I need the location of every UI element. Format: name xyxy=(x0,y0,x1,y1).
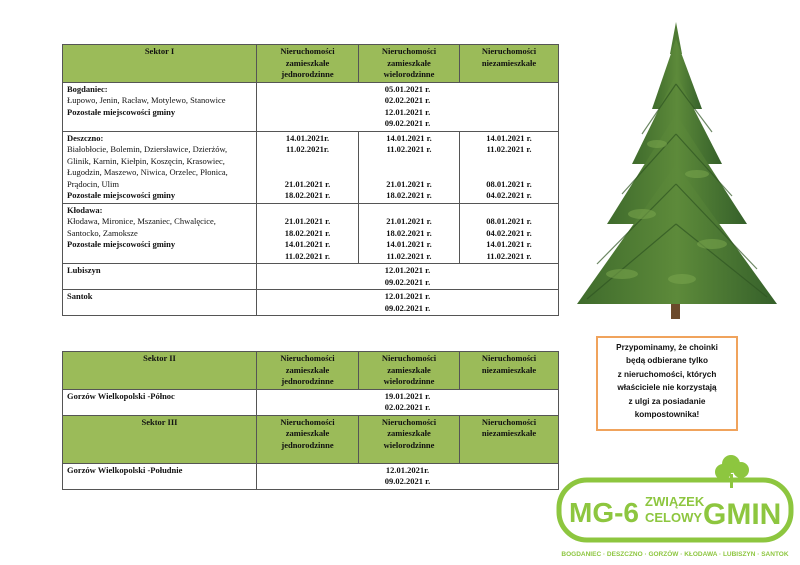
date: 11.02.2021r. xyxy=(286,144,329,154)
header-sector: Sektor III xyxy=(63,415,257,463)
table-row-santok xyxy=(63,290,559,316)
date: 12.01.2021 r. xyxy=(384,291,431,301)
header-single-family: Nieruchomości zamieszkałe jednorodzinne xyxy=(257,352,359,390)
area-title: Kłodawa: xyxy=(67,204,103,215)
date: 21.01.2021 r. xyxy=(284,178,331,189)
table-row-gorzow-north xyxy=(63,389,559,415)
date: 14.01.2021 r. xyxy=(486,132,532,143)
schedule-table-sector-1 xyxy=(62,44,559,316)
area-title: Santok xyxy=(67,291,93,301)
area-cell xyxy=(63,264,257,290)
header-single-family: Nieruchomości zamieszkałe jednorodzinne xyxy=(257,45,359,83)
note-line: właściciele nie korzystają xyxy=(617,383,717,393)
area-villages: Kłodawa, Mironice, Mszaniec, Chwalęcice, xyxy=(67,216,216,226)
area-cell xyxy=(63,463,257,489)
date: 04.02.2021 r. xyxy=(486,190,532,200)
date: 09.02.2021 r. xyxy=(384,302,431,313)
logo-tagline: BOGDANIEC · DESZCZNO · GORZÓW · KŁODAWA · LUBISZYN · SANTOK xyxy=(561,551,789,558)
dates-single-family xyxy=(257,203,359,264)
header-multi-family: Nieruchomości zamieszkałe wielorodzinne xyxy=(359,352,460,390)
table-row-deszczno xyxy=(63,131,559,203)
date: 14.01.2021 r. xyxy=(386,132,432,143)
area-other: Pozostałe miejscowości gminy xyxy=(67,239,176,249)
date: 21.01.2021 r. xyxy=(284,216,331,226)
date: 08.01.2021 r. xyxy=(486,178,532,189)
table-row-gorzow-south xyxy=(63,463,559,489)
logo-celowy: CELOWY xyxy=(645,510,703,525)
area-cell xyxy=(63,290,257,316)
date: 12.01.2021 r. xyxy=(384,265,431,275)
table-row-klodawa xyxy=(63,203,559,264)
dates-multi-family xyxy=(359,203,460,264)
header-multi-family: Nieruchomości zamieszkałe wielorodzinne xyxy=(359,45,460,83)
date: 08.01.2021 r. xyxy=(486,216,532,226)
date: 18.02.2021 r. xyxy=(386,227,432,238)
date: 09.02.2021 r. xyxy=(384,276,431,287)
date: 05.01.2021 r. xyxy=(384,83,431,94)
area-title: Gorzów Wielkopolski -Północ xyxy=(67,390,175,401)
reminder-note xyxy=(596,336,738,431)
dates-non-residential xyxy=(460,203,559,264)
logo-gmin: GMIN xyxy=(703,498,782,531)
date: 21.01.2021 r. xyxy=(386,216,432,226)
dates-cell xyxy=(257,264,559,290)
date: 02.02.2021 r. xyxy=(384,95,431,105)
area-villages: Santocko, Zamoksze xyxy=(67,227,138,238)
date: 14.01.2021 r. xyxy=(486,239,532,249)
christmas-tree-image xyxy=(562,14,790,334)
area-other: Pozostałe miejscowości gminy xyxy=(67,106,176,117)
area-other: Pozostałe miejscowości gminy xyxy=(67,190,176,200)
date: 11.02.2021 r. xyxy=(486,144,532,154)
header-non-residential: Nieruchomości niezamieszkałe xyxy=(460,45,559,83)
table-row-bogdaniec xyxy=(63,82,559,131)
area-title: Lubiszyn xyxy=(67,265,101,275)
note-line: będą odbierane tylko xyxy=(626,356,708,366)
date: 11.02.2021 r. xyxy=(386,144,432,154)
area-villages: Białobłocie, Bolemin, Dziersławice, Dzierżów, Glinik, Karnin, Kiełpin, Koszęcin, Krasowiec, Ługodzin, Maszewo, Niwica, Orzelec, Płonica, Prądocin, Ulim xyxy=(67,144,228,189)
header-sector: Sektor II xyxy=(63,352,257,390)
area-cell xyxy=(63,82,257,131)
note-line: z nieruchomości, których xyxy=(617,369,717,379)
mg6-union-logo xyxy=(553,450,798,560)
date: 21.01.2021 r. xyxy=(386,178,432,189)
header-single-family: Nieruchomości zamieszkałe jednorodzinne xyxy=(257,415,359,463)
header-non-residential: Nieruchomości niezamieszkałe xyxy=(460,415,559,463)
area-villages: Łupowo, Jenin, Racław, Motylewo, Stanowice xyxy=(67,95,226,105)
area-title: Gorzów Wielkopolski -Południe xyxy=(67,464,183,475)
dates-cell xyxy=(257,389,559,415)
dates-cell xyxy=(257,463,559,489)
date: 18.02.2021 r. xyxy=(386,190,432,200)
area-cell xyxy=(63,131,257,203)
logo-mg6: MG-6 xyxy=(569,497,639,528)
header-sector: Sektor I xyxy=(63,45,257,83)
area-cell xyxy=(63,203,257,264)
date: 09.02.2021 r. xyxy=(384,476,431,486)
note-line: z ulgi za posiadanie xyxy=(628,396,706,406)
area-title: Deszczno: xyxy=(67,132,104,143)
date: 18.02.2021 r. xyxy=(284,190,331,200)
table-row-lubiszyn xyxy=(63,264,559,290)
table-header-row xyxy=(63,415,559,463)
date: 14.01.2021 r. xyxy=(386,239,432,249)
dates-cell xyxy=(257,290,559,316)
header-multi-family: Nieruchomości zamieszkałe wielorodzinne xyxy=(359,415,460,463)
header-non-residential: Nieruchomości niezamieszkałe xyxy=(460,352,559,390)
area-title: Bogdaniec: xyxy=(67,83,108,94)
date: 11.02.2021 r. xyxy=(386,250,432,261)
dates-cell xyxy=(257,82,559,131)
note-line: kompostownika! xyxy=(634,410,700,420)
logo-zwiazek: ZWIĄZEK xyxy=(645,494,705,509)
date: 02.02.2021 r. xyxy=(384,402,431,412)
date: 04.02.2021 r. xyxy=(486,227,532,238)
note-line: Przypominamy, że choinki xyxy=(616,343,718,352)
date: 11.02.2021 r. xyxy=(486,250,532,261)
date: 12.01.2021r. xyxy=(385,464,430,475)
area-cell xyxy=(63,389,257,415)
date: 14.01.2021 r. xyxy=(284,239,331,249)
date: 12.01.2021 r. xyxy=(384,106,431,117)
schedule-table-sector-2-3 xyxy=(62,351,559,490)
date: 18.02.2021 r. xyxy=(284,227,331,238)
date: 11.02.2021 r. xyxy=(284,250,331,261)
dates-multi-family xyxy=(359,131,460,203)
dates-non-residential xyxy=(460,131,559,203)
date: 19.01.2021 r. xyxy=(384,390,431,401)
table-header-row xyxy=(63,45,559,83)
dates-single-family xyxy=(257,131,359,203)
date: 09.02.2021 r. xyxy=(384,118,431,128)
table-header-row xyxy=(63,352,559,390)
date: 14.01.2021r. xyxy=(285,132,330,143)
